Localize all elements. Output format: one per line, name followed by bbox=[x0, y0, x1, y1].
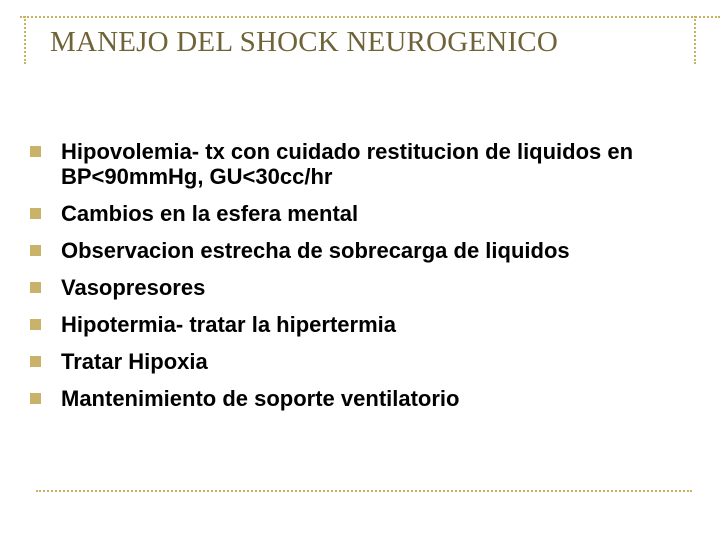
bullet-text: Cambios en la esfera mental bbox=[61, 201, 359, 226]
bullet-text: Vasopresores bbox=[61, 275, 206, 300]
square-bullet-icon bbox=[30, 208, 41, 219]
square-bullet-icon bbox=[30, 319, 41, 330]
square-bullet-icon bbox=[30, 245, 41, 256]
square-bullet-icon bbox=[30, 393, 41, 404]
slide-title: MANEJO DEL SHOCK NEUROGENICO bbox=[50, 26, 558, 58]
bullet-text: Mantenimiento de soporte ventilatorio bbox=[61, 386, 460, 411]
bullet-item bbox=[30, 275, 698, 300]
bottom-dotted-rule bbox=[36, 490, 692, 492]
square-bullet-icon bbox=[30, 282, 41, 293]
bullet-item bbox=[30, 238, 698, 263]
bullet-item bbox=[30, 201, 698, 226]
bullet-list bbox=[30, 139, 698, 423]
bullet-text: Observacion estrecha de sobrecarga de liquidos bbox=[61, 238, 570, 263]
right-dotted-rule bbox=[694, 16, 696, 64]
bullet-item bbox=[30, 349, 698, 374]
bullet-item bbox=[30, 386, 698, 411]
bullet-text: Tratar Hipoxia bbox=[61, 349, 208, 374]
bullet-text: Hipotermia- tratar la hipertermia bbox=[61, 312, 396, 337]
top-dotted-rule bbox=[20, 16, 720, 18]
bullet-item bbox=[30, 312, 698, 337]
square-bullet-icon bbox=[30, 356, 41, 367]
bullet-text: Hipovolemia- tx con cuidado restitucion de liquidos en BP<90mmHg, GU<30cc/hr bbox=[61, 139, 634, 189]
left-dotted-rule bbox=[24, 16, 26, 64]
square-bullet-icon bbox=[30, 146, 41, 157]
bullet-item bbox=[30, 139, 698, 189]
